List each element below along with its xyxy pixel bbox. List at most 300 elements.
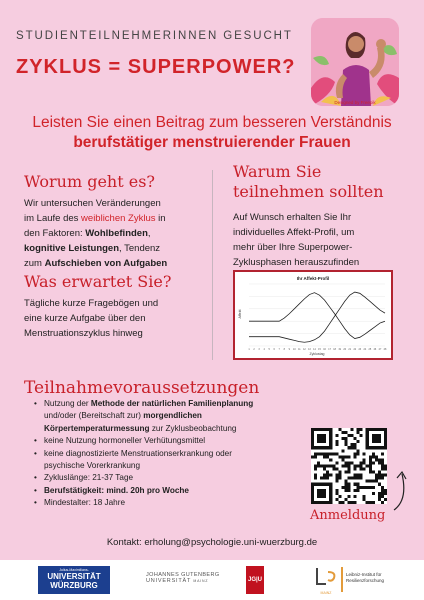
qr-module <box>317 483 320 486</box>
qr-module <box>363 498 366 501</box>
worum-line-1: Wir untersuchen Veränderungen <box>24 198 161 209</box>
qr-module <box>381 477 384 480</box>
qr-module <box>332 464 335 467</box>
qr-module <box>381 495 384 498</box>
qr-module <box>384 489 387 492</box>
chart-x-tick-label: 2 <box>253 348 255 351</box>
qr-module <box>378 471 381 474</box>
qr-module <box>354 464 357 467</box>
lead-line-1: Leisten Sie einen Beitrag zum besseren Verständnis <box>32 114 392 131</box>
qr-module <box>320 489 323 492</box>
requirements-heading: Teilnahmevoraussetzungen <box>24 378 260 398</box>
erwartet-line-2: eine kurze Aufgabe über den <box>24 313 146 324</box>
qr-module <box>347 461 350 464</box>
qr-module <box>320 492 323 495</box>
qr-module <box>378 461 381 464</box>
qr-module <box>314 455 317 458</box>
qr-module <box>369 471 372 474</box>
worum-text-part: , <box>147 228 151 239</box>
chart-x-tick-label: 8 <box>283 348 285 351</box>
qr-module <box>357 431 360 434</box>
qr-module <box>360 464 363 467</box>
qr-module <box>332 468 335 471</box>
qr-module <box>311 492 314 495</box>
qr-module <box>384 464 387 467</box>
chart-x-tick-label: 27 <box>378 348 382 351</box>
contact-email[interactable]: Kontakt: erholung@psychologie.uni-wuerzburg.de <box>106 537 318 548</box>
qr-module <box>311 431 314 434</box>
qr-module <box>347 464 350 467</box>
qr-module <box>347 477 350 480</box>
qr-module <box>369 458 372 461</box>
requirement-highlight: Methode der natürlichen Familienplanung <box>90 399 254 408</box>
qr-module <box>329 489 332 492</box>
worum-text-part: in <box>155 213 166 224</box>
qr-module <box>344 498 347 501</box>
qr-module <box>323 474 326 477</box>
qr-module <box>326 464 329 467</box>
qr-module <box>354 474 357 477</box>
qr-module <box>311 486 314 489</box>
qr-module <box>317 461 320 464</box>
qr-module <box>317 495 320 498</box>
chart-x-tick-label: 25 <box>368 348 372 351</box>
qr-module <box>357 452 360 455</box>
qr-module <box>320 437 323 440</box>
qr-module <box>347 501 350 504</box>
qr-module <box>363 458 366 461</box>
qr-module <box>338 474 341 477</box>
qr-module <box>323 440 326 443</box>
qr-module <box>372 486 375 489</box>
qr-module <box>375 474 378 477</box>
chart-x-tick-label: 3 <box>258 348 260 351</box>
qr-module <box>357 449 360 452</box>
qr-module <box>347 434 350 437</box>
worum-line-4 <box>24 241 210 256</box>
qr-module <box>372 480 375 483</box>
qr-module <box>323 468 326 471</box>
erwartet-text <box>24 296 210 341</box>
qr-module <box>323 446 326 449</box>
requirement-item <box>34 497 309 509</box>
chart-x-tick-label: 20 <box>343 348 347 351</box>
logo-lir-text <box>346 572 384 584</box>
qr-module <box>384 498 387 501</box>
qr-module <box>311 455 314 458</box>
qr-module <box>317 446 320 449</box>
chart-x-tick-label: 15 <box>318 348 321 351</box>
qr-module <box>384 428 387 431</box>
qr-module <box>360 486 363 489</box>
qr-module <box>344 464 347 467</box>
chart-x-tick-label: 19 <box>338 348 342 351</box>
qr-module <box>329 474 332 477</box>
logo-jgu-mark: JG|U <box>246 566 264 594</box>
qr-module <box>314 452 317 455</box>
qr-module <box>357 440 360 443</box>
worum-text-part: im Laufe des <box>24 213 82 224</box>
qr-module <box>354 483 357 486</box>
qr-module <box>323 452 326 455</box>
qr-module <box>320 464 323 467</box>
qr-module <box>341 464 344 467</box>
qr-module <box>344 483 347 486</box>
chart-x-tick-label: 17 <box>328 348 331 351</box>
qr-module <box>381 452 384 455</box>
logo-lir-line-1: Leibniz-Institut für <box>346 572 382 577</box>
qr-module <box>347 446 350 449</box>
qr-module <box>369 446 372 449</box>
qr-module <box>335 461 338 464</box>
qr-module <box>344 431 347 434</box>
qr-module <box>381 474 384 477</box>
qr-module <box>378 458 381 461</box>
qr-module <box>381 492 384 495</box>
registration-label[interactable]: Anmeldung <box>310 508 386 523</box>
qr-module <box>320 477 323 480</box>
qr-module <box>378 498 381 501</box>
qr-module <box>311 446 314 449</box>
qr-module <box>326 477 329 480</box>
arrow-icon <box>388 466 412 512</box>
qr-module <box>323 434 326 437</box>
worum-text <box>24 196 210 271</box>
qr-module <box>311 437 314 440</box>
qr-module <box>369 486 372 489</box>
qr-module <box>366 431 369 434</box>
qr-module <box>381 446 384 449</box>
chart-y-label: Affekt <box>238 309 242 319</box>
qr-module <box>314 464 317 467</box>
chart-x-tick-label: 16 <box>323 348 326 351</box>
qr-module <box>354 489 357 492</box>
requirement-highlight: Körpertemperaturmessung <box>44 423 150 433</box>
qr-module <box>369 461 372 464</box>
logo-jmu-line-2: WÜRZBURG <box>50 581 98 590</box>
worum-highlight-cognition: kognitive Leistungen <box>24 243 120 254</box>
qr-module <box>329 501 332 504</box>
qr-module <box>366 480 369 483</box>
qr-module <box>378 428 381 431</box>
requirement-text: keine Nutzung hormoneller Verhütungsmittel <box>44 436 206 446</box>
worum-text-part: den Faktoren: <box>24 228 86 239</box>
qr-module <box>338 495 341 498</box>
qr-module <box>384 468 387 471</box>
qr-module <box>329 492 332 495</box>
qr-module <box>314 428 317 431</box>
qr-module <box>357 486 360 489</box>
qr-module <box>314 474 317 477</box>
qr-module <box>317 437 320 440</box>
logo-jgu-text <box>146 572 240 584</box>
qr-module <box>366 446 369 449</box>
qr-module <box>354 452 357 455</box>
qr-module <box>338 428 341 431</box>
qr-module <box>329 446 332 449</box>
qr-module <box>329 431 332 434</box>
qr-module <box>341 431 344 434</box>
qr-module <box>360 468 363 471</box>
qr-module <box>381 501 384 504</box>
qr-module <box>338 501 341 504</box>
qr-module <box>360 477 363 480</box>
chart-x-label: Zyklustag <box>309 352 325 356</box>
qr-module <box>381 489 384 492</box>
qr-module <box>323 483 326 486</box>
chart-x-tick-label: 9 <box>288 348 290 351</box>
qr-module <box>384 440 387 443</box>
qr-module <box>323 489 326 492</box>
qr-module <box>372 461 375 464</box>
chart-x-tick-label: 24 <box>363 348 367 351</box>
qr-module <box>341 501 344 504</box>
qr-module <box>341 449 344 452</box>
logo-jmu-line-1: UNIVERSITÄT <box>47 572 101 581</box>
requirement-item <box>34 435 309 447</box>
qr-module <box>344 489 347 492</box>
warum-text <box>233 210 411 270</box>
logo-jgu-line-1: JOHANNES GUTENBERG <box>146 572 220 578</box>
requirement-text: psychische Vorerkrankung <box>44 461 141 471</box>
qr-module <box>341 458 344 461</box>
headline: ZYKLUS = SUPERPOWER? <box>16 56 296 78</box>
qr-module <box>323 437 326 440</box>
qr-module <box>366 486 369 489</box>
qr-module <box>344 455 347 458</box>
qr-module <box>378 477 381 480</box>
qr-module <box>363 452 366 455</box>
qr-module <box>372 455 375 458</box>
requirement-text: Zykluslänge: 21-37 Tage <box>44 473 134 483</box>
qr-module <box>363 468 366 471</box>
qr-module <box>347 471 350 474</box>
worum-line-2 <box>24 211 210 226</box>
qr-module <box>363 461 366 464</box>
qr-module <box>335 440 338 443</box>
qr-module <box>384 434 387 437</box>
qr-module <box>329 483 332 486</box>
qr-module <box>335 443 338 446</box>
qr-module <box>372 492 375 495</box>
qr-module <box>335 480 338 483</box>
worum-line-3 <box>24 226 210 241</box>
qr-module <box>329 458 332 461</box>
affect-profile-chart-card <box>233 270 393 360</box>
logo-lir-mark-graphic <box>314 566 338 586</box>
logo-lir-divider <box>341 567 343 592</box>
qr-module <box>384 474 387 477</box>
requirements-list <box>34 398 309 510</box>
qr-module <box>351 501 354 504</box>
erwartet-line-1: Tägliche kurze Fragebögen und <box>24 298 159 309</box>
requirement-item <box>34 472 309 484</box>
qr-module <box>378 434 381 437</box>
logo-lir <box>314 566 338 595</box>
qr-module <box>320 434 323 437</box>
qr-module <box>323 455 326 458</box>
requirement-item <box>34 485 309 497</box>
qr-module <box>372 428 375 431</box>
qr-module <box>366 437 369 440</box>
qr-module <box>338 477 341 480</box>
requirement-text: keine diagnostizierte Menstruationserkrankung oder <box>44 448 232 458</box>
qr-module <box>317 428 320 431</box>
chart-x-tick-label: 7 <box>278 348 280 351</box>
qr-module <box>329 440 332 443</box>
qr-module <box>323 501 326 504</box>
worum-highlight-cycle: weiblichen Zyklus <box>81 213 156 224</box>
qr-module <box>329 428 332 431</box>
qr-module <box>335 452 338 455</box>
qr-module <box>335 489 338 492</box>
qr-module <box>366 501 369 504</box>
chart-x-tick-label: 26 <box>373 348 377 351</box>
qr-module <box>323 477 326 480</box>
qr-module <box>311 489 314 492</box>
qr-module <box>335 468 338 471</box>
qr-module <box>335 474 338 477</box>
warum-line-1: Auf Wunsch erhalten Sie Ihr <box>233 212 352 223</box>
chart-x-tick-label: 12 <box>303 348 306 351</box>
qr-module <box>320 501 323 504</box>
kicker: STUDIENTEILNEHMERINNEN GESUCHT <box>16 30 293 42</box>
qr-module <box>335 477 338 480</box>
requirement-text: Nutzung der <box>44 399 91 408</box>
qr-module <box>347 489 350 492</box>
qr-module <box>384 443 387 446</box>
qr-module <box>311 443 314 446</box>
qr-module <box>351 428 354 431</box>
qr-module <box>372 471 375 474</box>
qr-module <box>335 434 338 437</box>
qr-module <box>329 498 332 501</box>
warum-heading-line-1: Warum Sie <box>233 162 322 181</box>
qr-module <box>329 495 332 498</box>
qr-module <box>372 452 375 455</box>
qr-code-graphic <box>311 428 387 504</box>
qr-module <box>329 486 332 489</box>
logo-bar <box>0 560 424 600</box>
qr-module <box>378 483 381 486</box>
qr-module <box>357 464 360 467</box>
qr-module <box>344 440 347 443</box>
qr-module <box>354 455 357 458</box>
requirement-item <box>34 398 309 435</box>
chart-x-tick-label: 6 <box>273 348 275 351</box>
qr-module <box>341 437 344 440</box>
qr-module <box>311 498 314 501</box>
qr-module <box>381 464 384 467</box>
qr-module <box>369 501 372 504</box>
qr-module <box>341 486 344 489</box>
qr-module <box>347 486 350 489</box>
requirement-text: und/oder (Bereitschaft zur) <box>44 411 144 421</box>
qr-module <box>347 495 350 498</box>
qr-module <box>366 440 369 443</box>
qr-module <box>320 428 323 431</box>
chart-x-tick-label: 21 <box>348 348 352 351</box>
logo-lir-line-2: Resilienzforschung <box>346 578 385 583</box>
qr-module <box>347 468 350 471</box>
qr-module <box>375 434 378 437</box>
qr-module <box>363 486 366 489</box>
qr-module <box>326 474 329 477</box>
qr-module <box>338 471 341 474</box>
qr-module <box>354 495 357 498</box>
qr-module <box>351 443 354 446</box>
qr-module <box>357 428 360 431</box>
worum-highlight-wellbeing: Wohlbefinden <box>85 228 148 239</box>
qr-module <box>360 474 363 477</box>
requirement-text: zur Zyklusbeobachtung <box>149 423 237 433</box>
qr-module <box>366 443 369 446</box>
worum-line-5 <box>24 256 210 271</box>
qr-module <box>347 483 350 486</box>
qr-module <box>347 455 350 458</box>
qr-module <box>351 461 354 464</box>
qr-module <box>320 440 323 443</box>
qr-module <box>360 434 363 437</box>
qr-module <box>326 471 329 474</box>
qr-module <box>326 452 329 455</box>
qr-module <box>354 437 357 440</box>
qr-module <box>311 434 314 437</box>
qr-module <box>378 474 381 477</box>
chart-series-group <box>249 292 385 342</box>
warum-line-3: mehr über Ihre Superpower- <box>233 242 353 253</box>
qr-module <box>351 434 354 437</box>
qr-module <box>311 495 314 498</box>
chart-x-tick-label: 23 <box>358 348 362 351</box>
qr-module <box>378 495 381 498</box>
qr-module <box>384 492 387 495</box>
qr-module <box>369 455 372 458</box>
lead-line-2: berufstätiger menstruierender Frauen <box>73 134 351 151</box>
qr-module <box>378 446 381 449</box>
logo-jgu-city: MAINZ <box>193 579 209 583</box>
qr-module <box>323 464 326 467</box>
hero-caption: Designed by Freepik <box>334 100 376 105</box>
requirement-highlight: morgendlichen <box>143 411 202 421</box>
qr-module <box>378 440 381 443</box>
qr-module <box>381 461 384 464</box>
worum-highlight-procrastination: Aufschieben von Aufgaben <box>44 258 168 269</box>
qr-module <box>369 464 372 467</box>
qr-module <box>314 483 317 486</box>
qr-module <box>384 437 387 440</box>
logo-jmu-small: Julius-Maximilians- <box>59 568 89 572</box>
hero-illustration <box>311 18 399 106</box>
qr-module <box>354 501 357 504</box>
qr-module <box>323 495 326 498</box>
qr-module <box>354 468 357 471</box>
qr-module <box>317 489 320 492</box>
qr-module <box>317 464 320 467</box>
qr-module <box>357 477 360 480</box>
qr-module <box>344 443 347 446</box>
qr-module <box>311 501 314 504</box>
qr-code-icon[interactable] <box>311 428 387 504</box>
chart-x-tick-label: 14 <box>313 348 316 351</box>
qr-module <box>335 492 338 495</box>
qr-module <box>344 461 347 464</box>
qr-module <box>372 501 375 504</box>
warum-heading <box>233 162 384 202</box>
qr-module <box>378 437 381 440</box>
qr-module <box>344 480 347 483</box>
chart-x-tick-label: 13 <box>308 348 311 351</box>
